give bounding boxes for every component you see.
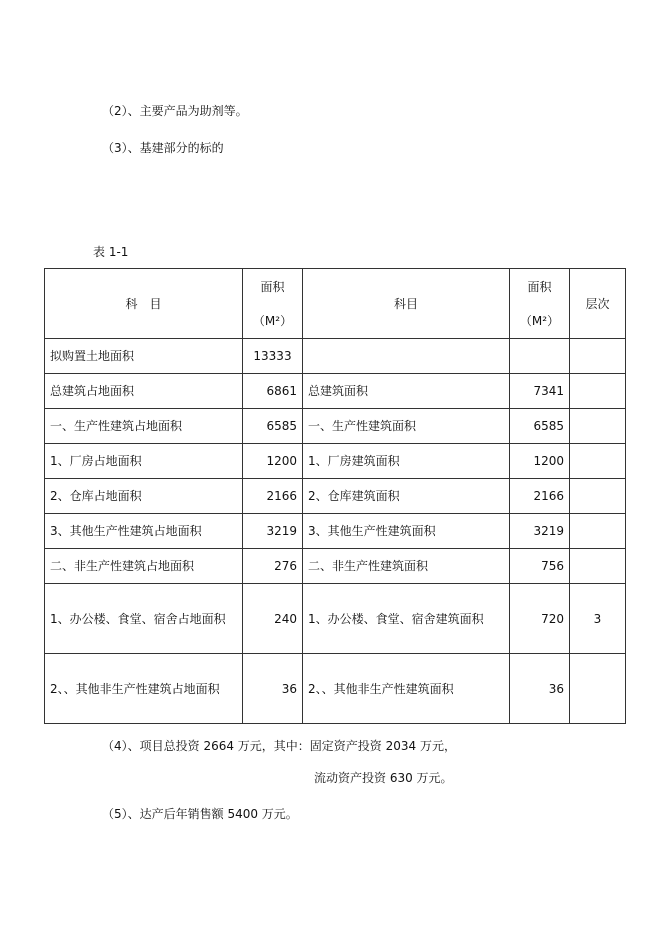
row-left-area: 3219 [243, 514, 303, 549]
header-level [570, 269, 626, 339]
item-3-text: （3）、基建部分的标的 [102, 141, 224, 155]
item-4-continuation: 流动资产投资 630 万元。 [314, 771, 453, 785]
row-left-area: 6861 [243, 374, 303, 409]
item-5-text: （5）、达产后年销售额 5400 万元。 [102, 807, 298, 821]
row-left-area: 276 [243, 549, 303, 584]
row-level [570, 549, 626, 584]
header-subject-left-label: 科 目 [125, 296, 162, 311]
row-left-subject: 1、办公楼、食堂、宿舍占地面积 [45, 584, 243, 654]
row-left-area: 13333 [243, 339, 303, 374]
header-subject-right-label: 科目 [393, 296, 418, 311]
item-4-text: （4）、项目总投资 2664 万元，其中：固定资产投资 2034 万元， [102, 739, 456, 753]
row-level [570, 479, 626, 514]
row-left-area: 1200 [243, 444, 303, 479]
table-row [45, 374, 626, 409]
row-right-subject: 一、生产性建筑面积 [303, 409, 510, 444]
table-caption: 表 1-1 [93, 245, 129, 259]
table-row [45, 584, 626, 654]
table-row [45, 444, 626, 479]
row-left-subject: 3、其他生产性建筑占地面积 [45, 514, 243, 549]
row-right-subject: 1、厂房建筑面积 [303, 444, 510, 479]
row-right-area [510, 339, 570, 374]
row-level [570, 339, 626, 374]
row-level [570, 444, 626, 479]
row-right-area: 756 [510, 549, 570, 584]
row-right-area: 36 [510, 654, 570, 724]
row-right-subject: 1、办公楼、食堂、宿舍建筑面积 [303, 584, 510, 654]
table-row [45, 514, 626, 549]
header-area-left-unit: （M²） [252, 313, 293, 328]
header-subject-right [303, 269, 510, 339]
row-right-subject: 3、其他生产性建筑面积 [303, 514, 510, 549]
row-level [570, 514, 626, 549]
table-header-row [45, 269, 626, 339]
row-level [570, 654, 626, 724]
row-left-subject: 二、非生产性建筑占地面积 [45, 549, 243, 584]
row-right-subject: 2、、其他非生产性建筑面积 [303, 654, 510, 724]
row-left-subject: 一、生产性建筑占地面积 [45, 409, 243, 444]
row-right-subject [303, 339, 510, 374]
header-area-left [243, 269, 303, 339]
row-left-subject: 2、仓库占地面积 [45, 479, 243, 514]
row-left-subject: 2、、其他非生产性建筑占地面积 [45, 654, 243, 724]
row-left-subject: 1、厂房占地面积 [45, 444, 243, 479]
row-level: 3 [570, 584, 626, 654]
row-level [570, 409, 626, 444]
header-subject-left [45, 269, 243, 339]
row-right-area: 1200 [510, 444, 570, 479]
row-right-area: 3219 [510, 514, 570, 549]
row-right-area: 7341 [510, 374, 570, 409]
table-row [45, 549, 626, 584]
table-row [45, 339, 626, 374]
row-right-area: 6585 [510, 409, 570, 444]
row-right-subject: 二、非生产性建筑面积 [303, 549, 510, 584]
header-area-left-label: 面积 [260, 279, 285, 294]
area-table [44, 268, 626, 724]
row-left-area: 240 [243, 584, 303, 654]
header-area-right [510, 269, 570, 339]
row-right-subject: 2、仓库建筑面积 [303, 479, 510, 514]
row-left-subject: 总建筑占地面积 [45, 374, 243, 409]
row-left-area: 6585 [243, 409, 303, 444]
row-left-area: 2166 [243, 479, 303, 514]
row-left-area: 36 [243, 654, 303, 724]
header-area-right-unit: （M²） [519, 313, 560, 328]
row-left-subject: 拟购置土地面积 [45, 339, 243, 374]
table-row [45, 654, 626, 724]
table-row [45, 409, 626, 444]
row-right-area: 720 [510, 584, 570, 654]
row-level [570, 374, 626, 409]
header-area-right-label: 面积 [527, 279, 552, 294]
row-right-area: 2166 [510, 479, 570, 514]
table-row [45, 479, 626, 514]
header-level-label: 层次 [585, 297, 610, 311]
item-2-text: （2）、主要产品为助剂等。 [102, 104, 248, 118]
row-right-subject: 总建筑面积 [303, 374, 510, 409]
